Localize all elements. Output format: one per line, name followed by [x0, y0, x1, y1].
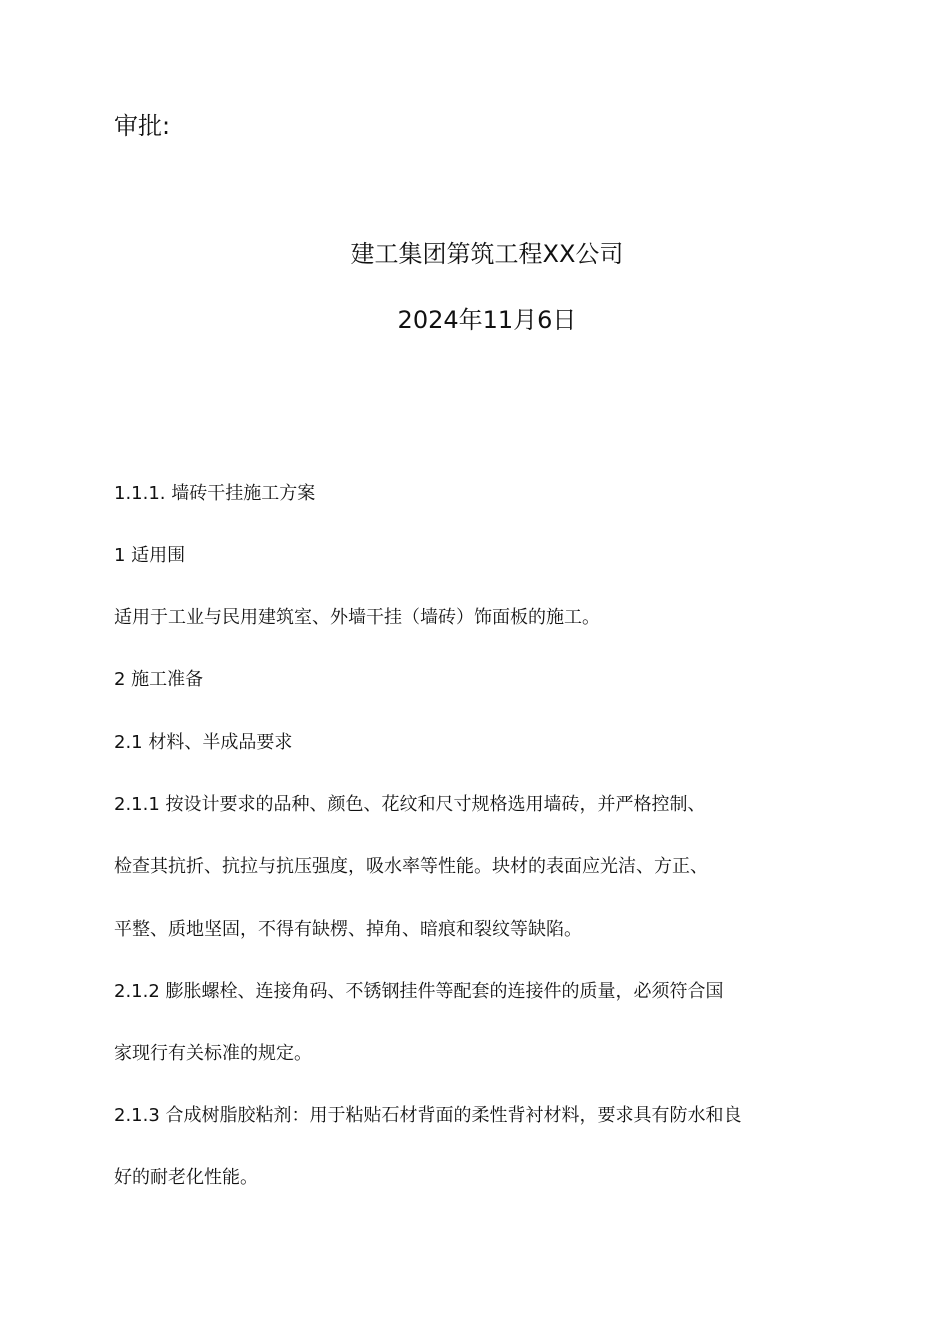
paragraph-line: 好的耐老化性能。 — [114, 1167, 258, 1188]
document-date: 2024年11月6日 — [397, 306, 577, 334]
paragraph-line: 2.1.2 膨胀螺栓、连接角码、不锈钢挂件等配套的连接件的质量，必须符合国 — [114, 981, 724, 1002]
paragraph-line: 平整、质地坚固，不得有缺楞、掉角、暗痕和裂纹等缺陷。 — [114, 919, 582, 940]
paragraph-line: 2.1.1 按设计要求的品种、颜色、花纹和尺寸规格选用墙砖，并严格控制、 — [114, 794, 706, 815]
paragraph-line: 2.1.3 合成树脂胶粘剂：用于粘贴石材背面的柔性背衬材料，要求具有防水和良 — [114, 1105, 742, 1126]
subsection-heading: 2.1 材料、半成品要求 — [114, 732, 293, 753]
paragraph-line: 适用于工业与民用建筑室、外墙干挂（墙砖）饰面板的施工。 — [114, 607, 600, 628]
approval-label: 审批: — [114, 112, 171, 140]
company-name: 建工集团第筑工程XX公司 — [350, 240, 624, 268]
paragraph-line: 家现行有关标准的规定。 — [114, 1043, 312, 1064]
subsection-heading: 2 施工准备 — [114, 669, 204, 690]
paragraph-line: 检查其抗折、抗拉与抗压强度，吸水率等性能。块材的表面应光洁、方正、 — [114, 856, 708, 877]
section-heading: 1.1.1. 墙砖干挂施工方案 — [114, 483, 316, 504]
subsection-heading: 1 适用围 — [114, 545, 186, 566]
